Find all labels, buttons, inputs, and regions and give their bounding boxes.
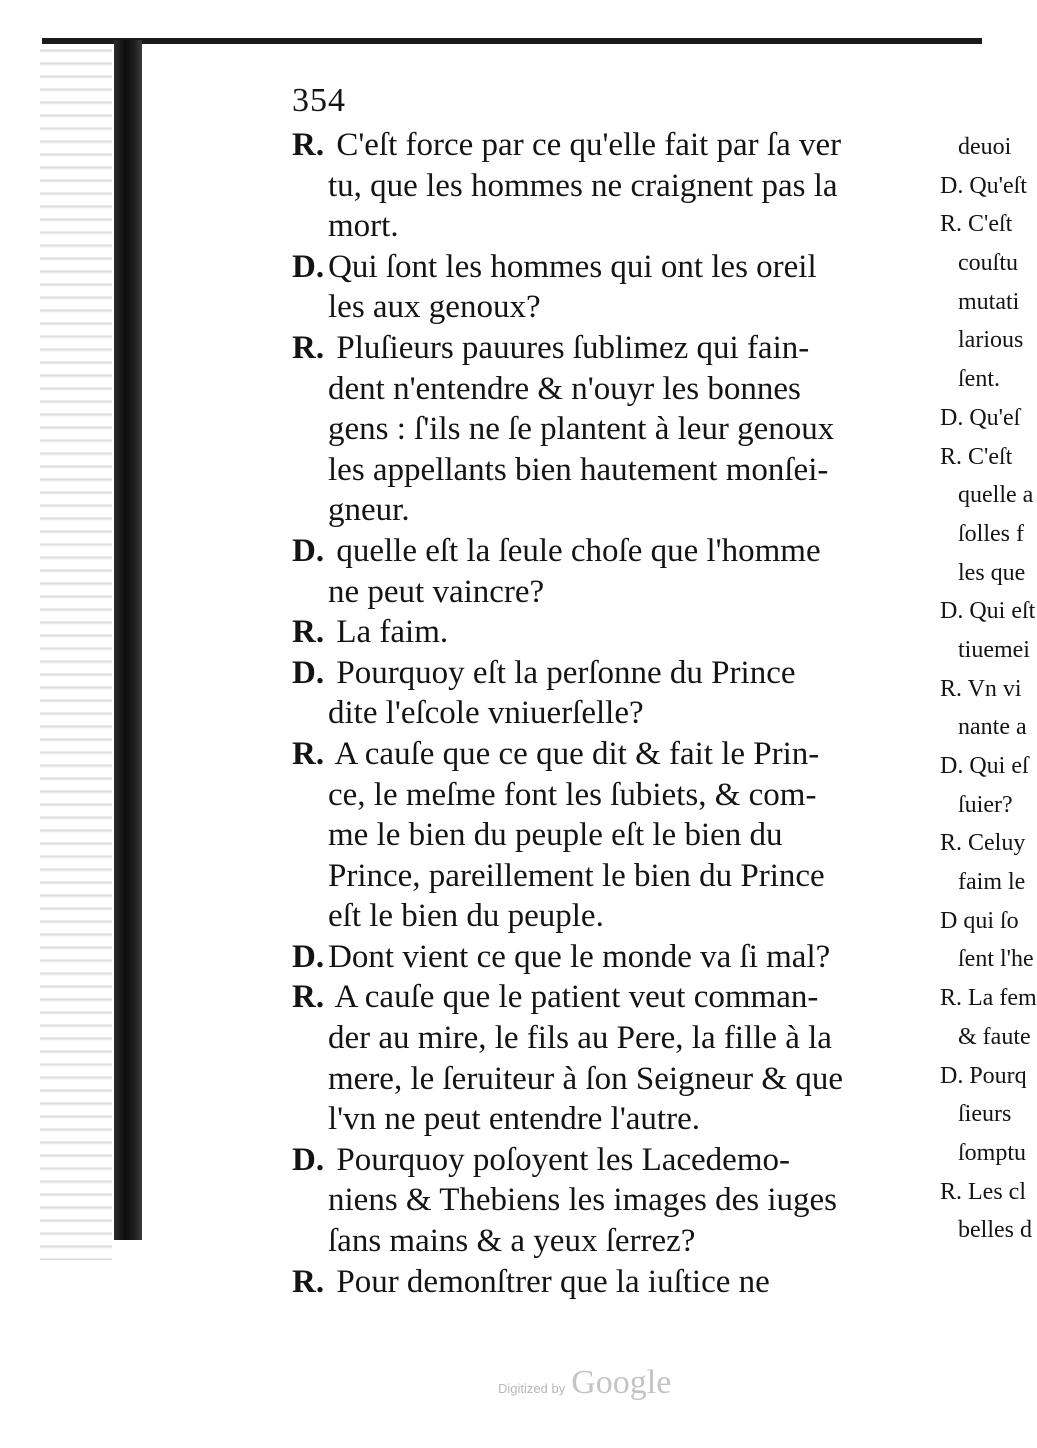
- response-marker: R.: [292, 127, 325, 163]
- line-text: mere, le ſeruiteur à ſon Seigneur & que: [328, 1060, 843, 1097]
- response-marker: R.: [292, 979, 325, 1016]
- top-border-rule: [42, 38, 982, 44]
- text-line: [292, 450, 912, 491]
- text-line: [292, 693, 912, 734]
- facing-line: D. Qu'eſ: [940, 404, 1021, 431]
- facing-line: mutati: [958, 288, 1020, 315]
- facing-line: belles d: [958, 1217, 1032, 1244]
- line-text: les appellants bien hautement monſei-: [328, 451, 829, 488]
- text-line: [292, 166, 912, 207]
- text-line: [292, 896, 912, 937]
- question-marker: D.: [292, 1141, 325, 1178]
- text-line: [292, 531, 912, 572]
- facing-line: ſolles f: [958, 520, 1024, 547]
- main-text-column: [292, 125, 912, 1302]
- facing-line: D. Qu'eſt: [940, 172, 1027, 199]
- text-line: [292, 1099, 912, 1140]
- question-marker: D.: [292, 938, 325, 975]
- facing-line: larious: [958, 327, 1024, 354]
- text-line: [292, 1018, 912, 1059]
- text-line: [292, 612, 912, 653]
- line-text: ne peut vaincre?: [328, 573, 545, 610]
- facing-line: R. La fem: [940, 985, 1037, 1012]
- line-text: l'vn ne peut entendre l'autre.: [328, 1101, 700, 1138]
- line-text: niens & Thebiens les images des iuges: [328, 1182, 837, 1219]
- binding-edge-shadow: [40, 40, 112, 1260]
- facing-line: ſent l'he: [958, 946, 1034, 973]
- facing-line: ſent.: [958, 366, 1000, 393]
- facing-line: D qui ſo: [940, 907, 1019, 934]
- line-text: Pluſieurs pauures ſublimez qui fain-: [328, 329, 810, 366]
- text-line: [292, 734, 912, 775]
- text-line: [292, 369, 912, 410]
- text-line: [292, 1262, 912, 1303]
- line-text: dent n'entendre & n'ouyr les bonnes: [328, 370, 801, 407]
- facing-line: nante a: [958, 714, 1027, 741]
- response-marker: R.: [292, 329, 325, 366]
- line-text: les aux genoux?: [328, 289, 541, 326]
- facing-line: deuoi: [958, 134, 1012, 160]
- line-text: ce, le meſme font les ſubiets, & com-: [328, 776, 817, 813]
- line-text: tu, que les hommes ne craignent pas la: [328, 167, 838, 204]
- text-line: [292, 1221, 912, 1262]
- facing-line: D. Qui eſ: [940, 753, 1029, 779]
- line-text: dite l'eſcole vniuerſelle?: [328, 695, 644, 732]
- line-text: ſans mains & a yeux ſerrez?: [328, 1223, 696, 1260]
- text-line: [292, 247, 912, 288]
- facing-line: les que: [958, 559, 1026, 586]
- line-text: gens : ſ'ils ne ſe plantent à leur genoux: [328, 411, 835, 448]
- line-text: Pourquoy eſt la perſonne du Prince: [328, 654, 796, 691]
- text-line: [292, 937, 912, 978]
- facing-page-fragment: [940, 128, 1037, 1250]
- text-line: [292, 1180, 912, 1221]
- text-line: [292, 328, 912, 369]
- facing-line: faim le: [958, 869, 1026, 896]
- line-text: A cauſe que le patient veut comman-: [328, 979, 819, 1016]
- text-line: [292, 815, 912, 856]
- line-text: mort.: [328, 208, 399, 245]
- line-text: A cauſe que ce que dit & fait le Prin-: [328, 735, 820, 772]
- line-text: Pourquoy poſoyent les Lacedemo-: [328, 1141, 790, 1178]
- question-marker: D.: [292, 532, 325, 569]
- text-line: [292, 977, 912, 1018]
- facing-line: R. C'eſt: [940, 443, 1013, 470]
- facing-line: D. Qui eſt: [940, 598, 1036, 625]
- facing-line: R. Vn vi: [940, 675, 1022, 702]
- text-line: [292, 653, 912, 694]
- text-line: [292, 775, 912, 816]
- line-text: La faim.: [328, 614, 449, 651]
- facing-line: R. C'eſt: [940, 211, 1013, 238]
- line-text: Qui ſont les hommes qui ont les oreil: [328, 248, 817, 285]
- text-line: [292, 856, 912, 897]
- book-spine: [114, 40, 142, 1240]
- facing-line: R. Les cl: [940, 1178, 1026, 1205]
- text-line: [292, 1140, 912, 1181]
- facing-line: ſieurs: [958, 1101, 1012, 1128]
- facing-line: quelle a: [958, 482, 1034, 509]
- line-text: Dont vient ce que le monde va ſi mal?: [328, 938, 831, 975]
- question-marker: D.: [292, 654, 325, 691]
- facing-line: ſuier?: [958, 791, 1013, 818]
- digitized-watermark: [498, 1364, 671, 1402]
- line-text: der au mire, le fils au Pere, la fille à la: [328, 1020, 832, 1057]
- facing-line: R. Celuy: [940, 830, 1026, 857]
- facing-line: tiuemei: [958, 636, 1030, 663]
- response-marker: R.: [292, 614, 325, 651]
- text-line: [292, 287, 912, 328]
- text-line: [292, 572, 912, 613]
- watermark-prefix: Digitized by: [498, 1381, 566, 1396]
- line-text: quelle eſt la ſeule choſe que l'homme: [328, 532, 821, 569]
- facing-line: & faute: [958, 1023, 1031, 1050]
- line-text: Prince, pareillement le bien du Prince: [328, 857, 825, 894]
- text-line: [292, 206, 912, 247]
- facing-line: D. Pourq: [940, 1062, 1027, 1089]
- response-marker: R.: [292, 1263, 325, 1300]
- line-text: gneur.: [328, 492, 410, 529]
- text-line: [292, 409, 912, 450]
- line-text: Pour demonſtrer que la iuſtice ne: [328, 1263, 770, 1300]
- text-line: [292, 125, 912, 166]
- text-line: [292, 1059, 912, 1100]
- line-text: C'eſt force par ce qu'elle fait par ſa ver: [328, 127, 842, 163]
- response-marker: R.: [292, 735, 325, 772]
- line-text: me le bien du peuple eſt le bien du: [328, 817, 783, 854]
- facing-line: ſomptu: [958, 1139, 1027, 1166]
- line-text: eſt le bien du peuple.: [328, 898, 604, 935]
- page-number: 354: [292, 82, 346, 119]
- question-marker: D.: [292, 248, 325, 285]
- text-line: [292, 490, 912, 531]
- google-logo: Google: [571, 1364, 672, 1401]
- facing-line: couſtu: [958, 250, 1018, 277]
